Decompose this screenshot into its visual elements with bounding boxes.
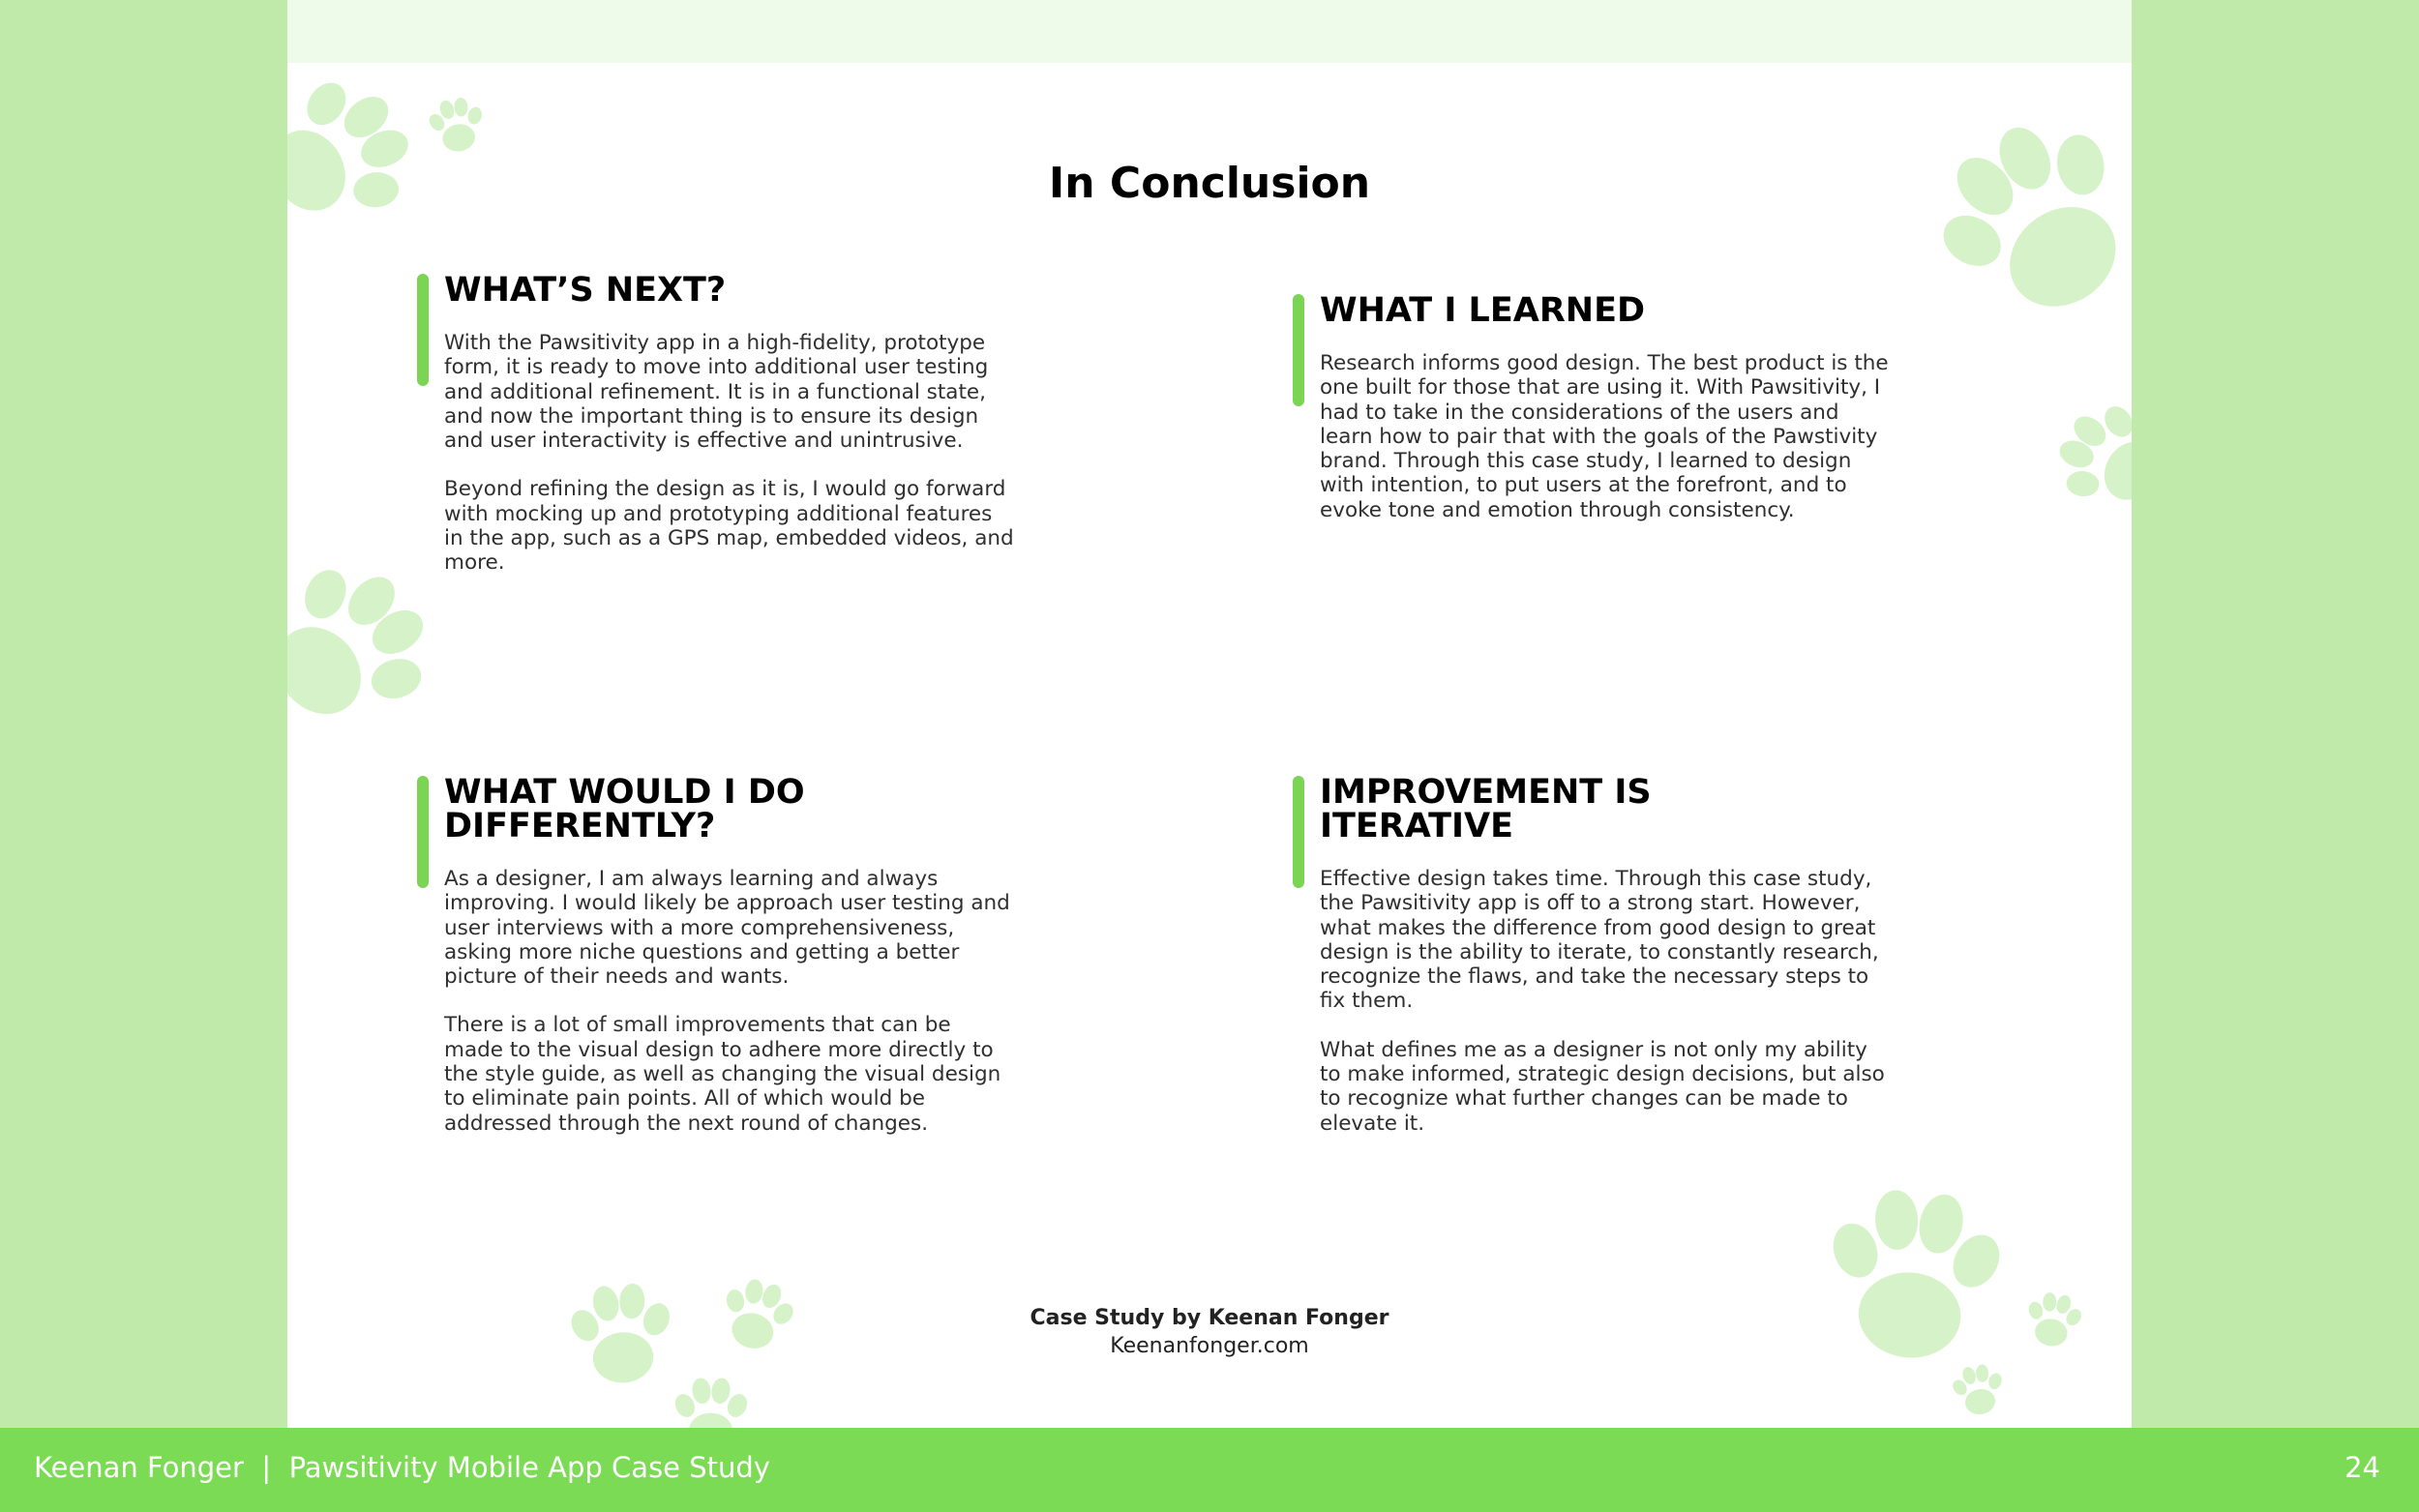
section-whats-next — [444, 271, 1015, 600]
section-what-differently — [444, 773, 1015, 1160]
section-heading: WHAT’S NEXT? — [444, 271, 727, 310]
accent-bar — [1293, 776, 1304, 888]
section-what-i-learned — [1320, 291, 1891, 547]
section-paragraph: There is a lot of small improvements that can be made to the visual design to adhere more directly to the style guide, as well as changing the visual design to eliminate pain points. All of which would be addressed through the next round of changes. — [444, 1013, 1001, 1136]
accent-bar — [417, 274, 429, 386]
paw-print-icon — [1942, 1354, 2015, 1427]
section-paragraph: With the Pawsitivity app in a high-fidelity, prototype form, it is ready to move into additional user testing and additional refinement. It is in a functional state, and now the important thing is to ensure its design and user interactivity is effective and unintrusive. — [444, 331, 989, 454]
credit-block — [287, 1306, 2132, 1358]
credit-author: Case Study by Keenan Fonger — [1030, 1306, 1389, 1330]
footer-bar — [0, 1428, 2419, 1512]
accent-bar — [417, 776, 429, 888]
accent-bar — [1293, 294, 1304, 406]
top-band — [287, 0, 2132, 63]
footer-text: Keenan Fonger | Pawsitivity Mobile App Case Study — [34, 1451, 770, 1484]
section-paragraph: As a designer, I am always learning and always improving. I would likely be approach user testing and user interviews with a more comprehensiveness, asking more niche questions and getting a better picture of their needs and wants. — [444, 867, 1010, 990]
paw-print-icon — [417, 86, 495, 164]
page-title: In Conclusion — [1048, 159, 1371, 208]
section-heading: IMPROVEMENT IS ITERATIVE — [1320, 773, 1652, 845]
section-paragraph: Effective design takes time. Through this case study, the Pawsitivity app is off to a strong start. However, what makes the difference from good design to great design is the ability to iterate, to constantly research, recognize the flaws, and take the necessary steps to fix them. — [1320, 867, 1879, 1014]
section-paragraph: What defines me as a designer is not only my ability to make informed, strategic design decisions, but also to recognize what further changes can be made to elevate it. — [1320, 1037, 1885, 1136]
section-heading: WHAT I LEARNED — [1320, 291, 1646, 330]
section-heading: WHAT WOULD I DO DIFFERENTLY? — [444, 773, 805, 845]
page-number: 24 — [2344, 1451, 2380, 1484]
paw-print-icon — [1877, 61, 2132, 384]
section-paragraph: Research informs good design. The best product is the one built for those that are using it. With Pawsitivity, I had to take in the considerations of the users and learn how to pair that with the goals of the Pawstivity brand. Through this case study, I learned to design with intention, to put users at the forefront, and to evoke tone and emotion through consistency. — [1320, 351, 1889, 522]
credit-website: Keenanfonger.com — [1110, 1334, 1309, 1358]
paw-print-icon — [665, 1369, 757, 1428]
paw-print-icon — [2017, 369, 2132, 550]
section-improvement-iterative — [1320, 773, 1891, 1160]
document-page — [287, 0, 2132, 1428]
section-paragraph: Beyond refining the design as it is, I would go forward with mocking up and prototyping additional features in the app, such as a GPS map, embedded videos, and more. — [444, 477, 1014, 576]
